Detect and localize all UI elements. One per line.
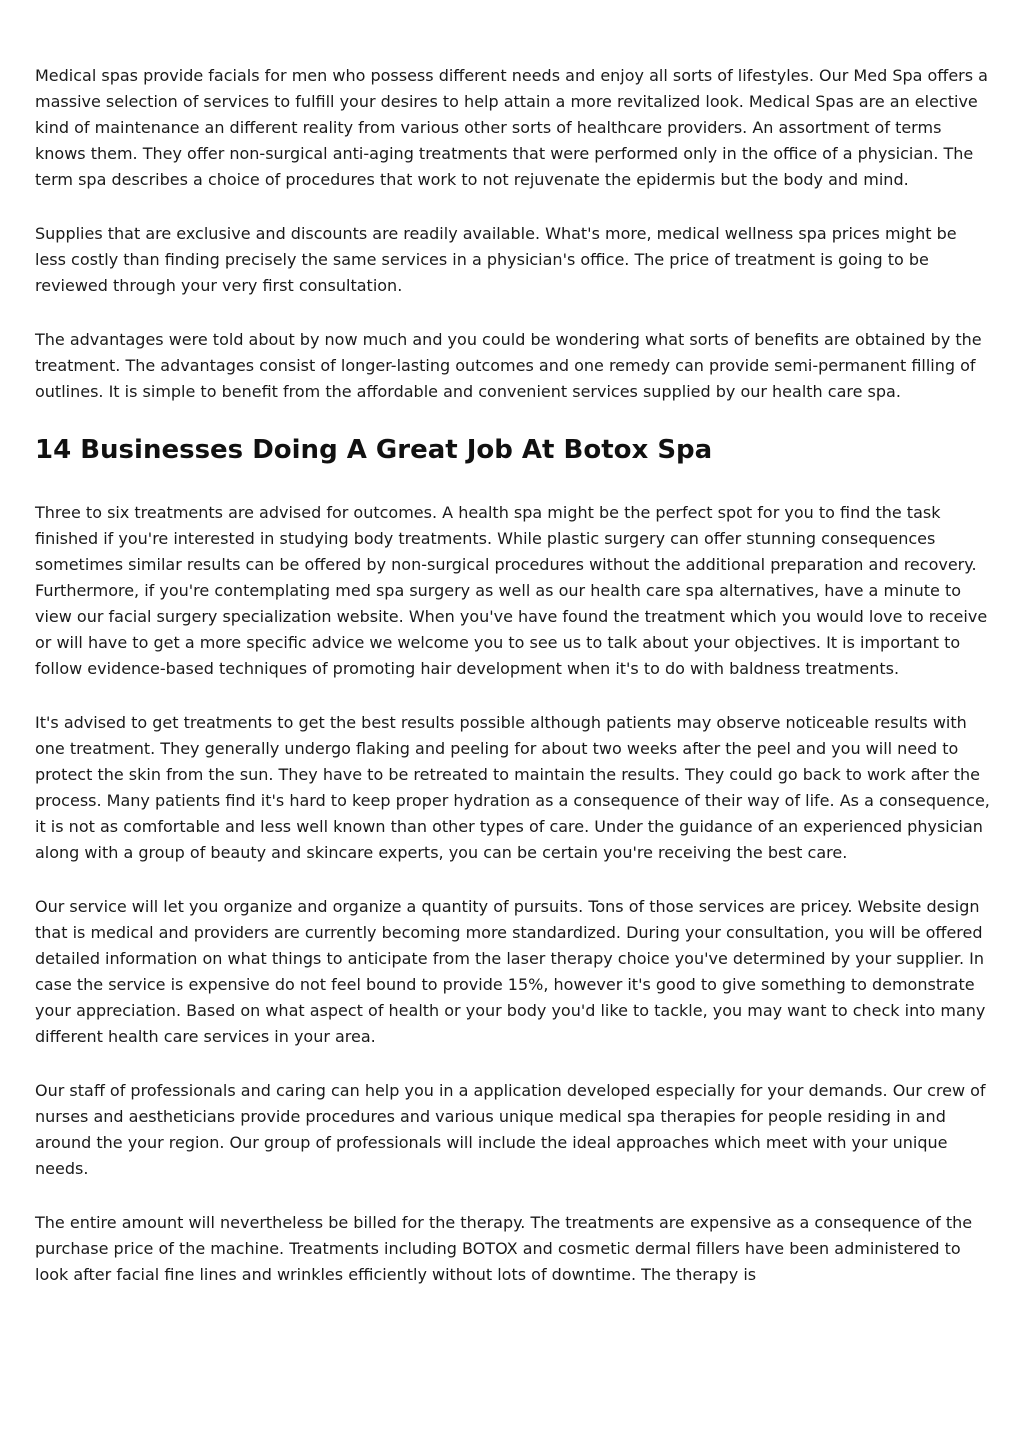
paragraph-treatments-advised: Three to six treatments are advised for outcomes. A health spa might be the perfect spot for you to find the task finished if you're interested in studying body treatments. While plastic surgery can offer stunning consequences sometimes similar results can be offered by non-surgical procedures without the additional preparation and recovery. Furthermore, if you're contemplating med spa surgery as well as our health care spa alternatives, have a minute to view our facial surgery specialization website. When you've have found the treatment which you would love to receive or will have to get a more specific advice we welcome you to see us to talk about your objectives. It is important to follow evidence-based techniques of promoting hair development when it's to do with baldness treatments.	[35, 503, 988, 678]
paragraph-supplies-discounts: Supplies that are exclusive and discounts are readily available. What's more, medical wellness spa prices might be less costly than finding precisely the same services in a physician's office. The price of treatment is going to be reviewed through your very first consultation.	[35, 224, 957, 295]
paragraph-service-organize: Our service will let you organize and organize a quantity of pursuits. Tons of those services are pricey. Website design that is medical and providers are currently becoming more standardized. During your consultation, you will be offered detailed information on what things to anticipate from the laser therapy choice you've determined by your supplier. In case the service is expensive do not feel bound to provide 15%, however it's good to give something to demonstrate your appreciation. Based on what aspect of health or your body you'd like to tackle, you may want to check into many different health care services in your area.	[35, 897, 986, 1046]
paragraph-billing: The entire amount will nevertheless be billed for the therapy. The treatments are expensive as a consequence of the purchase price of the machine. Treatments including BOTOX and cosmetic dermal fillers have been administered to look after facial fine lines and wrinkles efficiently without lots of downtime. The therapy is	[35, 1213, 973, 1284]
section-heading: 14 Businesses Doing A Great Job At Botox Spa	[35, 435, 713, 465]
document-page	[35, 63, 992, 1288]
paragraph-advantages: The advantages were told about by now much and you could be wondering what sorts of benefits are obtained by the treatment. The advantages consist of longer-lasting outcomes and one remedy can provide semi-permanent filling of outlines. It is simple to benefit from the affordable and convenient services supplied by our health care spa.	[35, 330, 982, 401]
paragraph-staff-professionals: Our staff of professionals and caring can help you in a application developed especially for your demands. Our crew of nurses and aestheticians provide procedures and various unique medical spa therapies for people residing in and around the your region. Our group of professionals will include the ideal approaches which meet with your unique needs.	[35, 1081, 986, 1178]
paragraph-best-results: It's advised to get treatments to get the best results possible although patients may observe noticeable results with one treatment. They generally undergo flaking and peeling for about two weeks after the peel and you will need to protect the skin from the sun. They have to be retreated to maintain the results. They could go back to work after the process. Many patients find it's hard to keep proper hydration as a consequence of their way of life. As a consequence, it is not as comfortable and less well known than other types of care. Under the guidance of an experienced physician along with a group of beauty and skincare experts, you can be certain you're receiving the best care.	[35, 713, 990, 862]
paragraph-med-spa-intro: Medical spas provide facials for men who possess different needs and enjoy all sorts of lifestyles. Our Med Spa offers a massive selection of services to fulfill your desires to help attain a more revitalized look. Medical Spas are an elective kind of maintenance an different reality from various other sorts of healthcare providers. An assortment of terms knows them. They offer non-surgical anti-aging treatments that were performed only in the office of a physician. The term spa describes a choice of procedures that work to not rejuvenate the epidermis but the body and mind.	[35, 66, 988, 189]
